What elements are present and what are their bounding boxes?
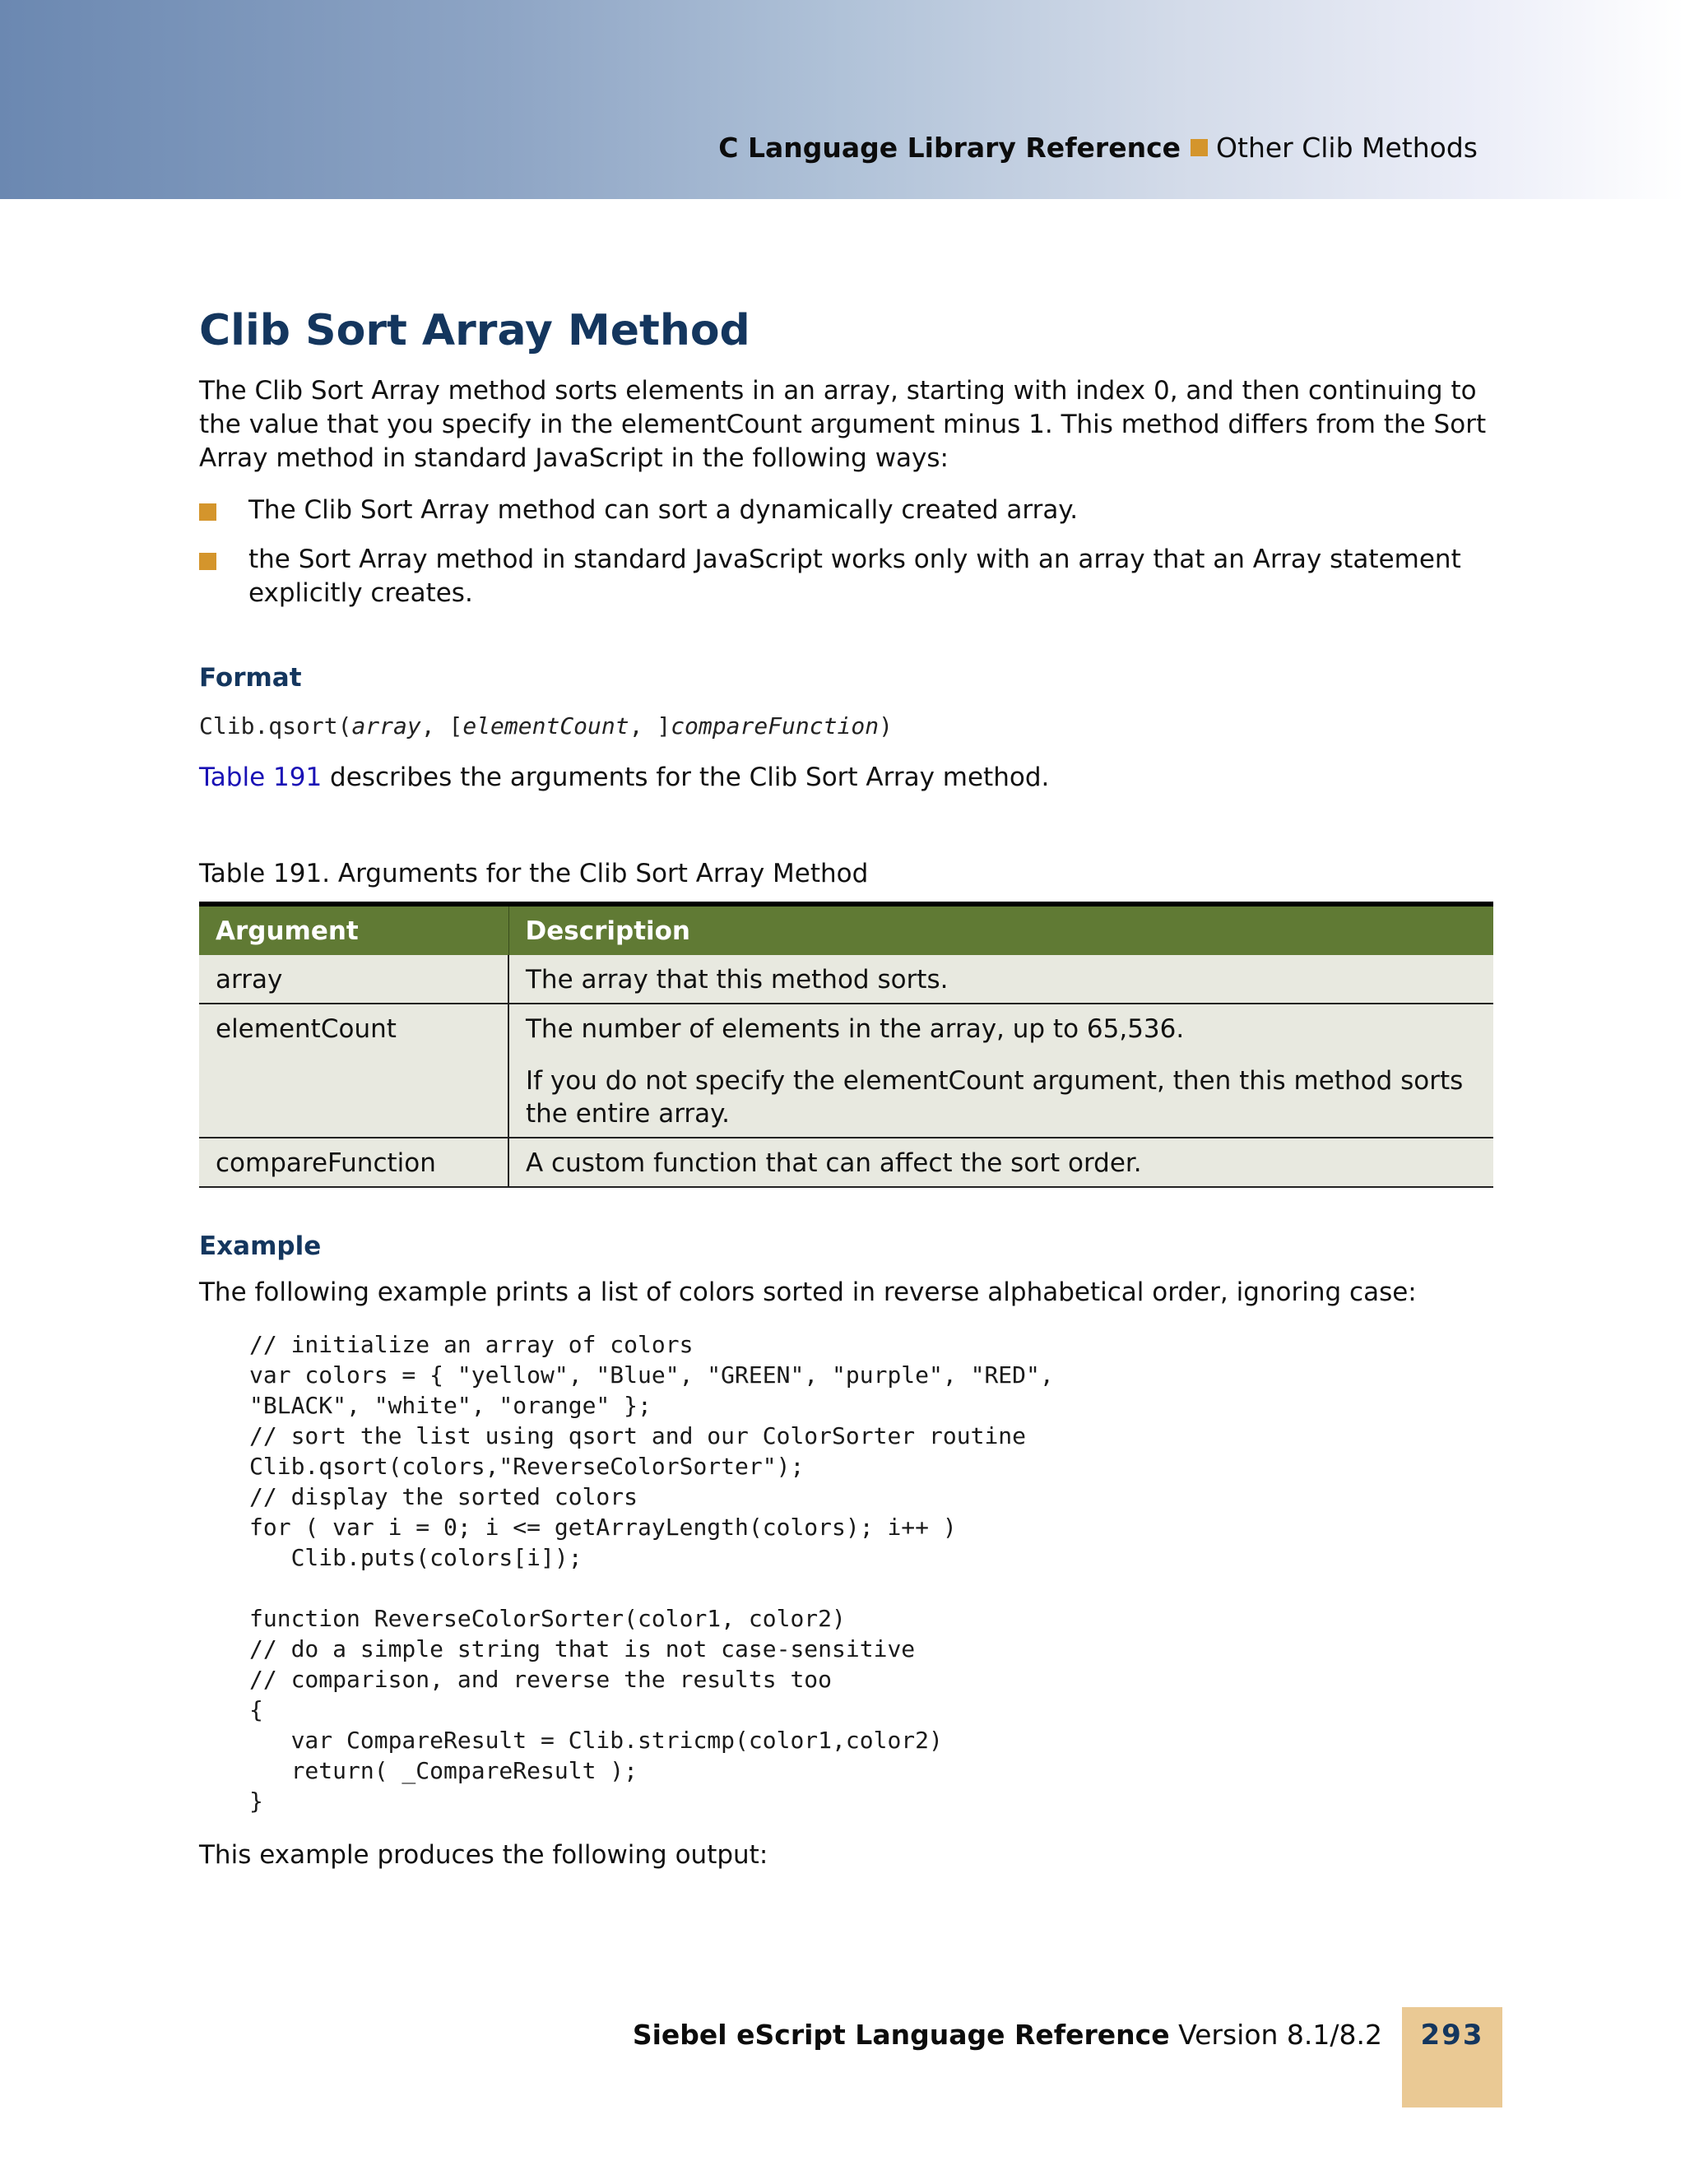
table-row xyxy=(199,1138,1493,1187)
example-heading: Example xyxy=(199,1231,322,1261)
bullet-text: The Clib Sort Array method can sort a dynamically created array. xyxy=(248,495,1079,525)
bullet-text: the Sort Array method in standard JavaScript works only with an array that an Array statement explicitly creates. xyxy=(248,545,1461,608)
page-number-box xyxy=(1402,2007,1502,2107)
example-outro: This example produces the following output: xyxy=(199,1840,768,1870)
format-syntax xyxy=(199,712,893,740)
syntax-arg-array: array xyxy=(351,712,421,740)
example-intro: The following example prints a list of colors sorted in reverse alphabetical order, ignoring case: xyxy=(199,1277,1417,1307)
section-title-header: Other Clib Methods xyxy=(1216,132,1478,164)
table-reference-text: describes the arguments for the Clib Sort Array method. xyxy=(322,763,1050,792)
book-title: Siebel eScript Language Reference xyxy=(632,2019,1170,2051)
table-reference-line xyxy=(199,763,1049,792)
description-cell xyxy=(508,1138,1493,1187)
argument-cell: compareFunction xyxy=(199,1138,508,1187)
list-item xyxy=(199,494,1491,527)
bullet-square-icon xyxy=(199,503,216,521)
syntax-sep: , ] xyxy=(629,712,671,740)
running-head xyxy=(718,132,1478,164)
table-reference-link[interactable]: Table 191 xyxy=(199,763,323,792)
page-title: Clib Sort Array Method xyxy=(199,306,750,355)
footer-title xyxy=(633,2019,1382,2051)
description-cell xyxy=(508,1004,1493,1138)
table-header-row xyxy=(199,904,1493,955)
description-text: The array that this method sorts. xyxy=(526,965,949,995)
format-heading: Format xyxy=(199,663,302,693)
column-header-description: Description xyxy=(508,904,1493,955)
header-band xyxy=(0,0,1685,199)
page-number: 293 xyxy=(1420,2019,1484,2052)
bullet-square-icon xyxy=(199,553,216,570)
table-caption: Table 191. Arguments for the Clib Sort Array Method xyxy=(199,859,869,888)
code-block: // initialize an array of colors var colors = { "yellow", "Blue", "GREEN", "purple", "RED", "BLACK", "white", "orange" }; // sort the list using qsort and our ColorSorter routine Clib.qsort(colors,"ReverseColorSorter"); // display the sorted colors for ( var i = 0; i <= getArrayLength(colors); i++ ) Clib.puts(colors[i]); function ReverseColorSorter(color1, color2) // do a simple string that is not case-sensitive // comparison, and reverse the results too { var CompareResult = Clib.stricmp(color1,color2) return( _CompareResult ); } xyxy=(249,1331,1054,1815)
syntax-sep: , [ xyxy=(420,712,463,740)
table-row xyxy=(199,955,1493,1004)
chapter-title: C Language Library Reference xyxy=(718,132,1181,164)
description-text: A custom function that can affect the sort order. xyxy=(526,1148,1142,1178)
intro-paragraph: The Clib Sort Array method sorts elements in an array, starting with index 0, and then continuing to the value that you specify in the elementCount argument minus 1. This method differs from the Sort Array method in standard JavaScript in the following ways: xyxy=(199,376,1487,473)
column-header-argument: Argument xyxy=(199,904,508,955)
description-cell xyxy=(508,955,1493,1004)
bullet-list xyxy=(199,494,1491,626)
syntax-arg-comparefunction: compareFunction xyxy=(671,712,880,740)
description-text: If you do not specify the elementCount argument, then this method sorts the entire array. xyxy=(526,1066,1464,1129)
syntax-arg-elementcount: elementCount xyxy=(462,712,629,740)
book-version: Version 8.1/8.2 xyxy=(1178,2019,1382,2051)
separator-square-icon xyxy=(1191,139,1208,156)
table-row xyxy=(199,1004,1493,1138)
list-item xyxy=(199,543,1491,610)
syntax-suffix: ) xyxy=(879,712,893,740)
argument-cell: array xyxy=(199,955,508,1004)
description-text: The number of elements in the array, up to 65,536. xyxy=(526,1014,1185,1044)
syntax-prefix: Clib.qsort( xyxy=(199,712,352,740)
arguments-table xyxy=(199,902,1493,1188)
argument-cell: elementCount xyxy=(199,1004,508,1138)
